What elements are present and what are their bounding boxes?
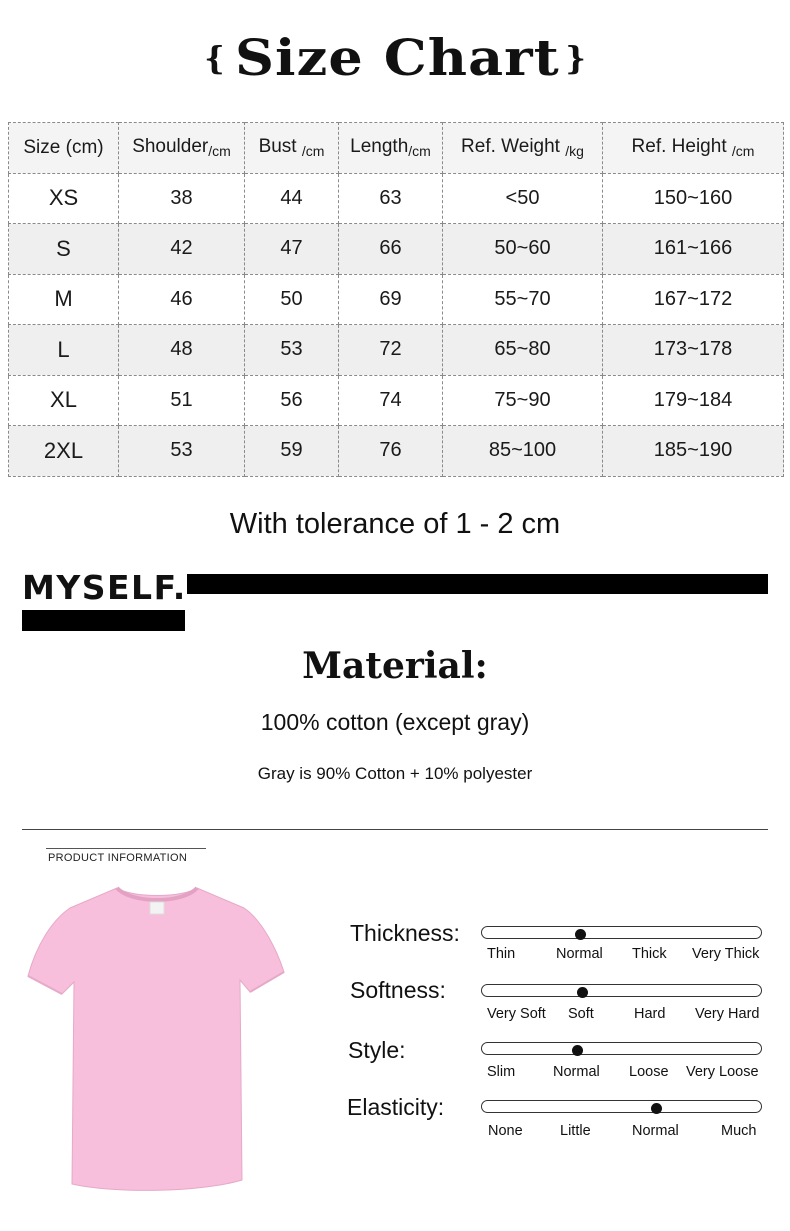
thickness-option: Thin	[487, 946, 516, 962]
length-cell: 74	[339, 375, 443, 426]
shoulder-cell: 48	[119, 325, 245, 376]
bust-cell: 59	[245, 426, 339, 477]
header-shoulder: Shoulder$_{/cm}$	[119, 123, 245, 174]
header-size: Size (cm)	[9, 123, 119, 174]
size-cell: S	[9, 224, 119, 275]
header-length: Length$_{/cm}$	[339, 123, 443, 174]
size-cell: M	[9, 274, 119, 325]
elasticity-option: None	[488, 1123, 523, 1139]
brand-bar-bottom	[22, 610, 185, 631]
bust-cell: 44	[245, 173, 339, 224]
close-brace: }	[565, 38, 586, 77]
title-text: Size Chart	[234, 28, 560, 87]
softness-label: Softness:	[350, 977, 446, 1003]
tshirt-tag	[150, 902, 164, 914]
table-row	[9, 375, 784, 426]
elasticity-option: Little	[560, 1123, 591, 1139]
header-ref-height: Ref. Height $_{/cm}$	[603, 123, 784, 174]
table-row	[9, 173, 784, 224]
length-cell: 63	[339, 173, 443, 224]
size-table	[8, 122, 784, 477]
material-main: 100% cotton (except gray)	[260, 709, 530, 735]
header-bust: Bust $_{/cm}$	[245, 123, 339, 174]
thickness-knob	[575, 929, 586, 940]
elasticity-option: Normal	[632, 1123, 679, 1139]
elasticity-slider	[481, 1100, 762, 1113]
weight-cell: <50	[443, 173, 603, 224]
elasticity-label: Elasticity:	[347, 1094, 445, 1120]
size-cell: 2XL	[9, 426, 119, 477]
weight-cell: 55~70	[443, 274, 603, 325]
softness-option: Very Hard	[695, 1006, 760, 1022]
material-title: Material:	[302, 645, 488, 687]
shoulder-cell: 38	[119, 173, 245, 224]
weight-cell: 50~60	[443, 224, 603, 275]
table-header-row	[9, 123, 784, 174]
size-cell: L	[9, 325, 119, 376]
table-row	[9, 274, 784, 325]
weight-cell: 65~80	[443, 325, 603, 376]
elasticity-option: Much	[721, 1123, 757, 1139]
softness-knob	[577, 987, 588, 998]
weight-cell: 75~90	[443, 375, 603, 426]
height-cell: 173~178	[603, 325, 784, 376]
height-cell: 150~160	[603, 173, 784, 224]
style-option: Very Loose	[686, 1064, 759, 1080]
brand-logo: MYSELF.	[22, 568, 187, 607]
bust-cell: 50	[245, 274, 339, 325]
softness-option: Soft	[568, 1006, 594, 1022]
length-cell: 76	[339, 426, 443, 477]
style-option: Slim	[487, 1064, 516, 1080]
size-chart-title	[0, 28, 790, 98]
weight-cell: 85~100	[443, 426, 603, 477]
tolerance-note: With tolerance of 1 - 2 cm	[229, 508, 561, 540]
height-cell: 179~184	[603, 375, 784, 426]
thickness-option: Thick	[632, 946, 667, 962]
shoulder-cell: 42	[119, 224, 245, 275]
style-label: Style:	[348, 1037, 406, 1063]
shoulder-cell: 53	[119, 426, 245, 477]
softness-option: Hard	[634, 1006, 666, 1022]
elasticity-knob	[651, 1103, 662, 1114]
size-cell: XS	[9, 173, 119, 224]
thickness-option: Normal	[556, 946, 603, 962]
product-info-rule	[46, 848, 206, 849]
section-divider	[22, 829, 768, 830]
tshirt-image	[22, 880, 292, 1200]
bust-cell: 47	[245, 224, 339, 275]
tshirt-body	[28, 888, 284, 1190]
softness-option: Very Soft	[487, 1006, 546, 1022]
size-cell: XL	[9, 375, 119, 426]
product-info-heading: PRODUCT INFORMATION	[48, 852, 188, 864]
bust-cell: 56	[245, 375, 339, 426]
length-cell: 66	[339, 224, 443, 275]
table-row	[9, 426, 784, 477]
height-cell: 185~190	[603, 426, 784, 477]
style-option: Normal	[553, 1064, 600, 1080]
style-option: Loose	[629, 1064, 669, 1080]
height-cell: 161~166	[603, 224, 784, 275]
thickness-option: Very Thick	[692, 946, 760, 962]
thickness-slider	[481, 926, 762, 939]
brand-bar-top	[187, 574, 768, 594]
shoulder-cell: 46	[119, 274, 245, 325]
softness-slider	[481, 984, 762, 997]
length-cell: 69	[339, 274, 443, 325]
table-row	[9, 224, 784, 275]
table-row	[9, 325, 784, 376]
shoulder-cell: 51	[119, 375, 245, 426]
bust-cell: 53	[245, 325, 339, 376]
style-slider	[481, 1042, 762, 1055]
header-ref-weight: Ref. Weight $_{/kg}$	[443, 123, 603, 174]
length-cell: 72	[339, 325, 443, 376]
thickness-label: Thickness:	[350, 920, 460, 946]
open-brace: {	[204, 38, 225, 77]
height-cell: 167~172	[603, 274, 784, 325]
material-sub: Gray is 90% Cotton + 10% polyester	[257, 764, 533, 783]
style-knob	[572, 1045, 583, 1056]
